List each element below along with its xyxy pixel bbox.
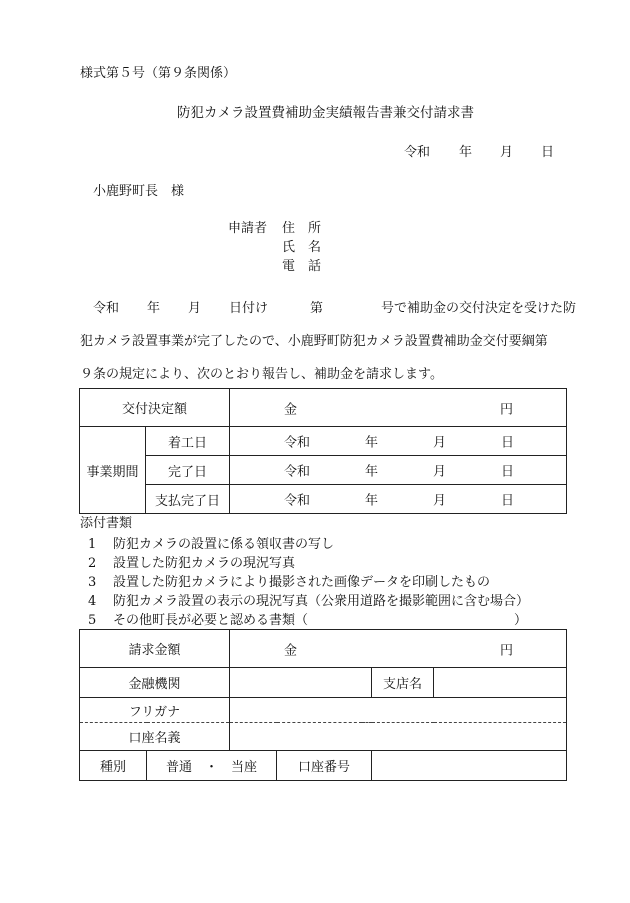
account-type-label: 種別 (80, 751, 147, 781)
attachment-item: 防犯カメラの設置に係る領収書の写し (113, 537, 335, 552)
request-amount-suffix: 円 (500, 643, 514, 658)
addressee: 小鹿野町長 様 (93, 184, 185, 199)
decision-amount-field[interactable] (230, 389, 567, 427)
start-date-field[interactable] (230, 427, 567, 456)
payment-date-label: 支払完了日 (146, 485, 230, 514)
date-era: 令和 (284, 464, 311, 480)
body-no-prefix: 第 (310, 301, 324, 316)
body-dated: 日付け (229, 301, 269, 316)
furigana-label: フリガナ (80, 698, 230, 723)
account-type-options[interactable]: 普通 ・ 当座 (147, 751, 277, 781)
furigana-field[interactable] (230, 698, 567, 723)
date-year: 年 (459, 145, 473, 160)
body-month: 月 (188, 301, 202, 316)
attachment-item: 防犯カメラ設置の表示の現況写真（公衆用道路を撮影範囲に含む場合） (113, 594, 530, 609)
body-line1-rest: 号で補助金の交付決定を受けた防 (381, 301, 577, 316)
request-amount-prefix: 金 (284, 643, 298, 658)
body-era: 令和 (93, 301, 120, 316)
body-year: 年 (147, 301, 161, 316)
completion-date-label: 完了日 (146, 456, 230, 485)
grant-decision-table (79, 388, 567, 514)
date-era: 令和 (284, 493, 311, 509)
date-month: 月 (500, 145, 514, 160)
date-day: 日 (501, 435, 515, 451)
applicant-address-label: 住 所 (282, 221, 322, 236)
account-number-field[interactable] (372, 751, 567, 781)
account-name-label: 口座名義 (80, 723, 230, 751)
date-month: 月 (433, 493, 447, 509)
date-year: 年 (365, 464, 379, 480)
applicant-phone-label: 電 話 (282, 259, 322, 274)
date-era: 令和 (404, 145, 431, 160)
bank-field[interactable] (230, 668, 372, 698)
attachment-close-paren: ） (514, 613, 528, 628)
attachments-heading: 添付書類 (80, 516, 133, 531)
request-amount-field[interactable] (230, 630, 567, 668)
bank-label: 金融機関 (80, 668, 230, 698)
attachment-num: 4 (88, 594, 97, 609)
attachment-item: 設置した防犯カメラにより撮影された画像データを印刷したもの (113, 575, 491, 590)
request-amount-label: 請求金額 (80, 630, 230, 668)
applicant-name-label: 氏 名 (282, 240, 322, 255)
date-month: 月 (433, 435, 447, 451)
date-year: 年 (365, 493, 379, 509)
form-number: 様式第５号（第９条関係） (80, 66, 237, 81)
document-title: 防犯カメラ設置費補助金実績報告書兼交付請求書 (177, 105, 474, 121)
body-line2: 犯カメラ設置事業が完了したので、小鹿野町防犯カメラ設置費補助金交付要綱第 (80, 334, 548, 349)
date-day: 日 (501, 464, 515, 480)
date-month: 月 (433, 464, 447, 480)
account-number-label: 口座番号 (277, 751, 372, 781)
payment-request-table (79, 629, 567, 781)
attachment-num: 2 (88, 556, 97, 571)
date-era: 令和 (284, 435, 311, 451)
attachment-num: 3 (88, 575, 97, 590)
attachment-num: 5 (88, 613, 97, 628)
decision-amount-prefix: 金 (284, 402, 298, 417)
applicant-label: 申請者 (228, 221, 268, 236)
attachment-num: 1 (88, 537, 97, 552)
body-line3: ９条の規定により、次のとおり報告し、補助金を請求します。 (80, 367, 443, 382)
start-date-label: 着工日 (146, 427, 230, 456)
date-day: 日 (501, 493, 515, 509)
date-day: 日 (541, 145, 555, 160)
decision-amount-label: 交付決定額 (80, 389, 230, 427)
branch-label: 支店名 (372, 668, 434, 698)
account-name-field[interactable] (230, 723, 567, 751)
decision-amount-suffix: 円 (500, 402, 514, 417)
branch-field[interactable] (434, 668, 567, 698)
attachment-item: 設置した防犯カメラの現況写真 (113, 556, 296, 571)
completion-date-field[interactable] (230, 456, 567, 485)
period-label: 事業期間 (80, 427, 146, 514)
attachment-item: その他町長が必要と認める書類（ (113, 613, 309, 628)
date-year: 年 (365, 435, 379, 451)
payment-date-field[interactable] (230, 485, 567, 514)
